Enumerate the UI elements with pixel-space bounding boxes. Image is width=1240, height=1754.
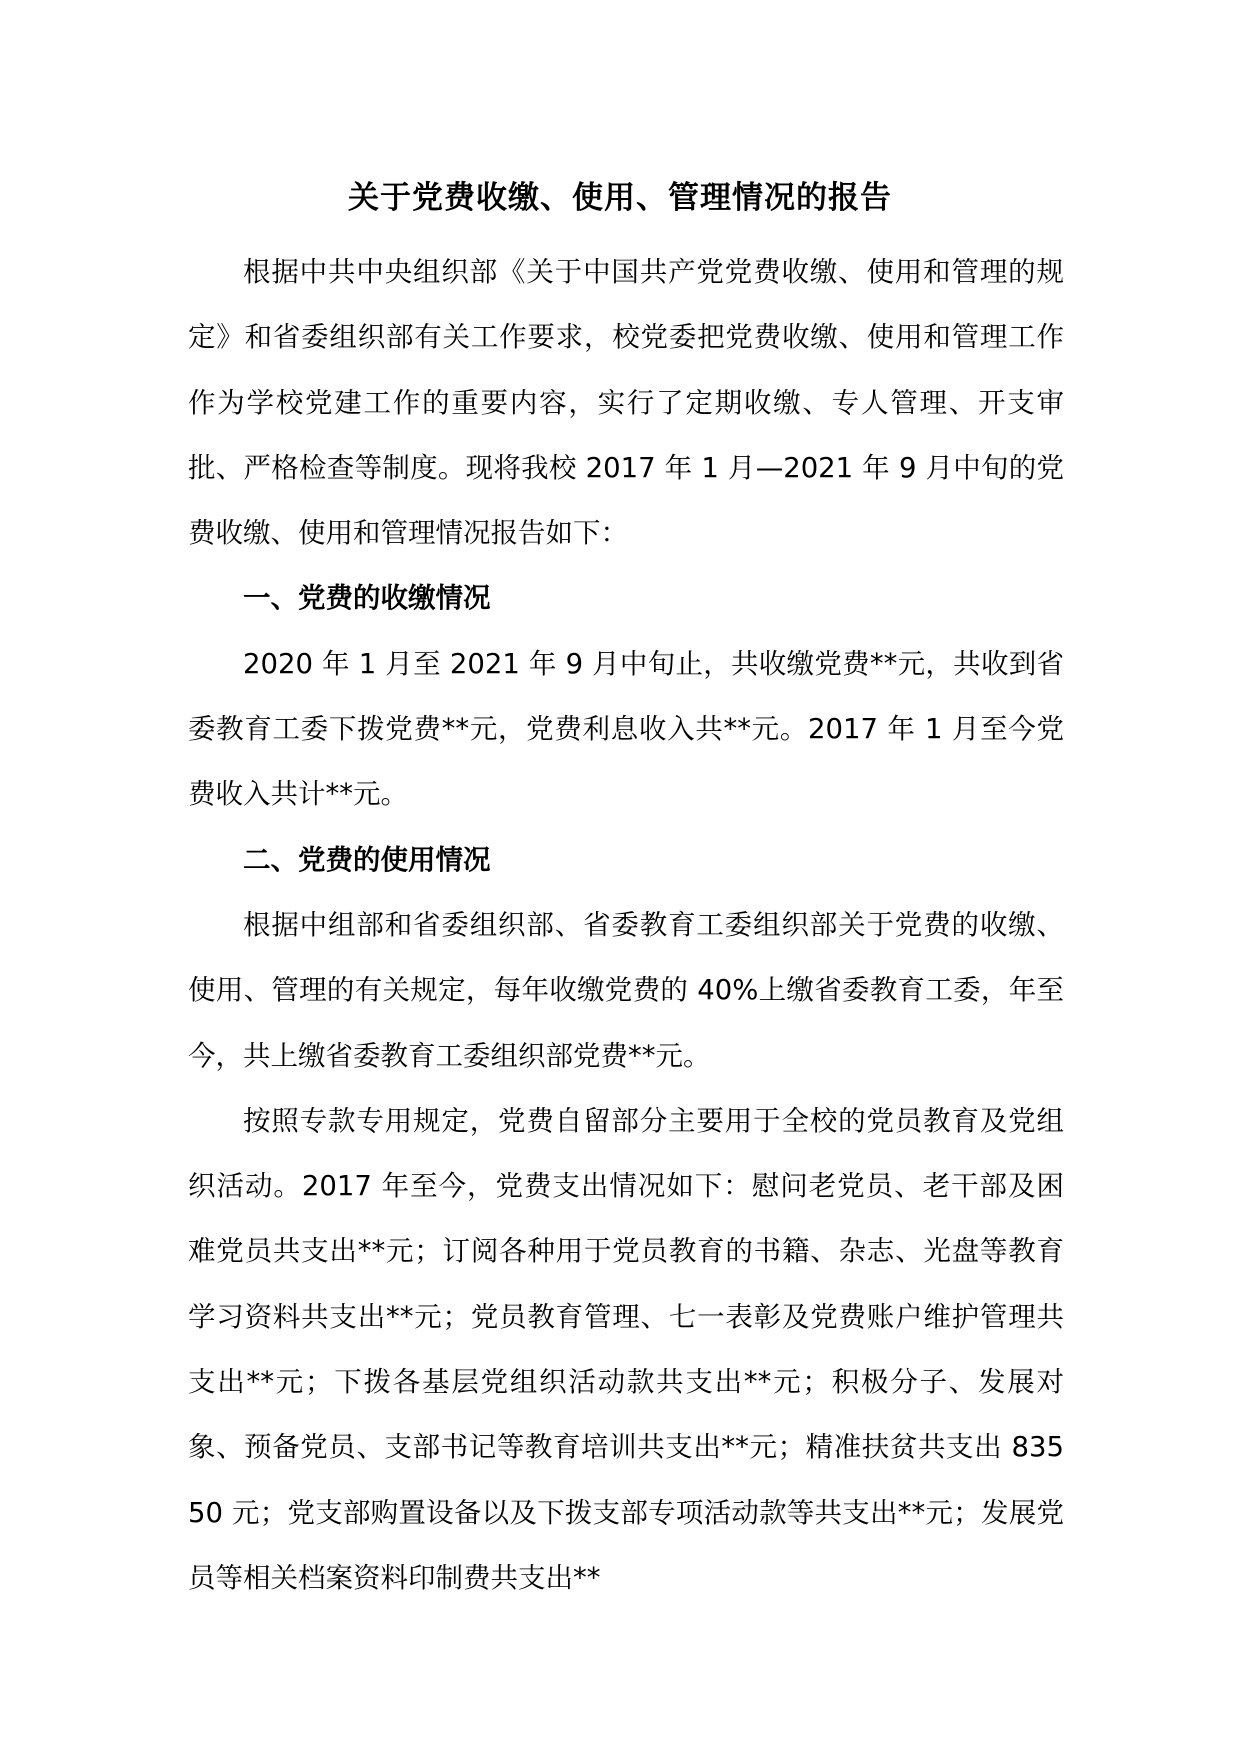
section-heading-collection: 一、党费的收缴情况 <box>243 582 491 615</box>
section-heading-usage: 二、党费的使用情况 <box>243 843 491 876</box>
collection-paragraph: 2020 年 1 月至 2021 年 9 月中旬止，共收缴党费**元，共收到省委教育工委下拨党费**元，党费利息收入共**元。2017 年 1 月至今党费收入共计**元。 <box>188 647 1064 811</box>
usage-paragraph-2: 按照专款专用规定，党费自留部分主要用于全校的党员教育及党组织活动。2017 年至今，党费支出情况如下：慰问老党员、老干部及困难党员共支出**元；订阅各种用于党员教育的书籍、杂志、光盘等教育学习资料共支出**元；党员教育管理、七一表彰及党费账户维护管理共支出**元；下拨各基层党组织活动款共支出**元；积极分子、发展对象、预备党员、支部书记等教育培训共支出**元；精准扶贫共支出 83550 元；党支部购置设备以及下拨支部专项活动款等共支出**元；发展党员等相关档案资料印制费共支出** <box>188 1104 1064 1594</box>
document-body <box>188 240 1064 1611</box>
intro-paragraph: 根据中共中央组织部《关于中国共产党党费收缴、使用和管理的规定》和省委组织部有关工作要求，校党委把党费收缴、使用和管理工作作为学校党建工作的重要内容，实行了定期收缴、专人管理、开支审批、严格检查等制度。现将我校 2017 年 1 月—2021 年 9 月中旬的党费收缴、使用和管理情况报告如下： <box>188 256 1064 550</box>
document-title: 关于党费收缴、使用、管理情况的报告 <box>348 180 892 216</box>
usage-paragraph-1: 根据中组部和省委组织部、省委教育工委组织部关于党费的收缴、使用、管理的有关规定，每年收缴党费的 40%上缴省委教育工委，年至今，共上缴省委教育工委组织部党费**元。 <box>188 908 1064 1072</box>
